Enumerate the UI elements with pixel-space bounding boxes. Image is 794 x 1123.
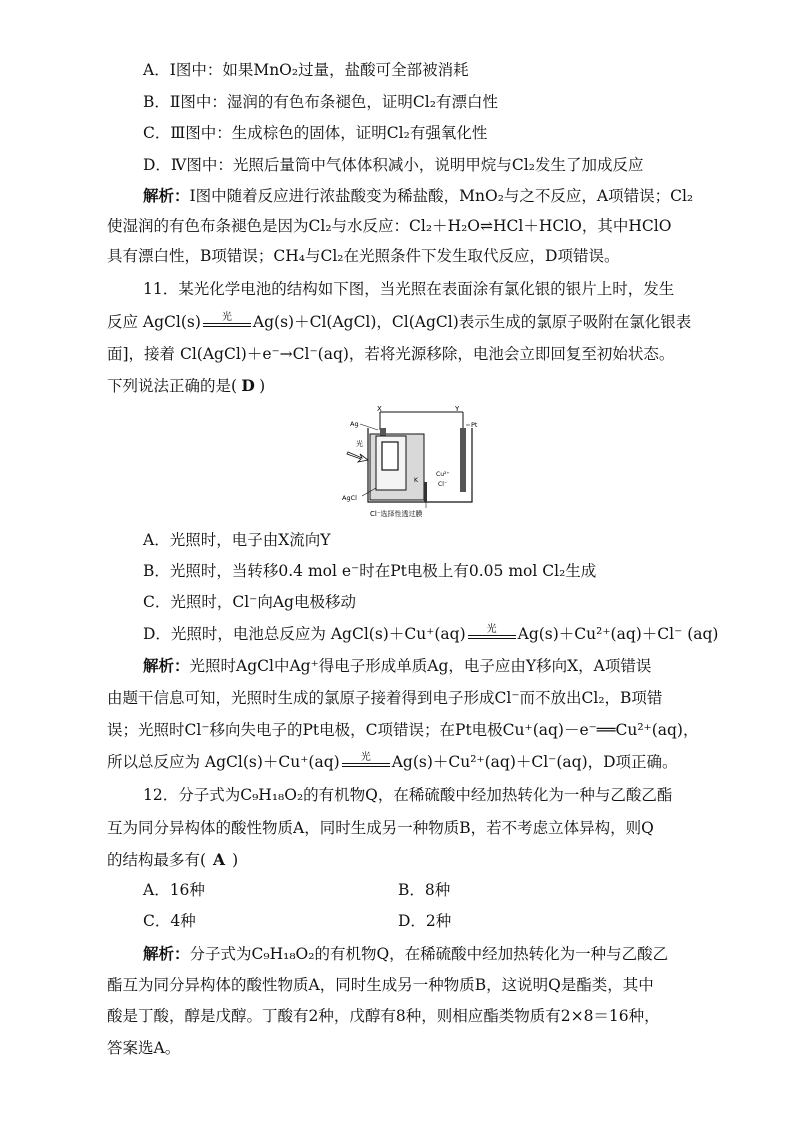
q12-answer: A (213, 850, 226, 869)
q11-option-d-right: Ag(s)＋Cu²⁺(aq)＋Cl⁻ (aq) (517, 625, 719, 643)
q11-stem-line-2 (107, 312, 691, 332)
q11-option-d (143, 624, 718, 644)
q12-stem-prompt: 的结构最多有( (107, 851, 207, 869)
q11-option-a: A．光照时，电子由X流向Y (143, 531, 331, 549)
photochemical-cell-diagram (340, 402, 480, 520)
q11-stem-close: ) (259, 377, 266, 395)
q10-analysis-label: 解析： (143, 186, 190, 205)
q12-stem-line-2: 互为同分异构体的酸性物质A，同时生成另一种物质B，若不考虑立体异构，则Q (107, 819, 654, 837)
q11-analysis-line-3: 误；光照时Cl⁻移向失电子的Pt电极，C项错误；在Pt电极Cu⁺(aq)－e⁻══Cu²⁺(aq)， (107, 721, 699, 739)
q12-analysis-line-1 (143, 944, 668, 964)
q11-analysis-line-4 (107, 752, 678, 772)
q11-stem-prompt: 下列说法正确的是( (107, 377, 238, 395)
light-arrow-3 (342, 752, 390, 772)
q10-option-b: B．Ⅱ图中：湿润的有色布条褪色，证明Cl₂有漂白性 (143, 93, 498, 111)
q12-analysis-line-4: 答案选A。 (107, 1039, 181, 1057)
q11-stem-line-1: 11．某光化学电池的结构如下图，当光照在表面涂有氯化银的银片上时，发生 (143, 280, 675, 298)
light-arrow-2-label: 光 (486, 624, 497, 635)
q12-stem-line-3 (107, 850, 238, 870)
q11-stem-line-3: 面]，接着 Cl(AgCl)＋e⁻→Cl⁻(aq)，若将光源移除，电池会立即回复至初始状态。 (107, 345, 675, 363)
q10-analysis-line-3: 具有漂白性，B项错误；CH₄与Cl₂在光照条件下发生取代反应，D项错误。 (107, 247, 620, 265)
q10-option-a: A．Ⅰ图中：如果MnO₂过量，盐酸可全部被消耗 (143, 61, 469, 79)
q11-option-b: B．光照时，当转移0.4 mol e⁻时在Pt电极上有0.05 mol Cl₂生成 (143, 562, 597, 580)
light-arrow-3-label: 光 (360, 752, 371, 763)
label-k: K (414, 477, 418, 484)
q12-option-d: D．2种 (398, 912, 452, 930)
light-arrow-label: 光 (221, 312, 232, 323)
label-ag: Ag (350, 420, 359, 428)
q10-analysis-line-2: 使湿润的有色布条褪色是因为Cl₂与水反应：Cl₂＋H₂O⇌HCl＋HClO，其中HClO (107, 217, 672, 235)
q11-answer: D (241, 376, 255, 395)
light-arrow-2 (468, 624, 516, 644)
q10-analysis-line-1 (143, 186, 693, 206)
label-agcl: AgCl (342, 494, 357, 502)
label-light: 光 (356, 440, 363, 448)
label-x: X (377, 405, 382, 413)
q11-stem-line-4 (107, 376, 265, 396)
q11-analysis-text-1: 光照时AgCl中Ag⁺得电子形成单质Ag，电子应由Y移向X，A项错误 (189, 657, 652, 675)
q12-analysis-line-3: 酸是丁酸，醇是戊醇。丁酸有2种，戊醇有8种，则相应酯类物质有2×8＝16种， (107, 1007, 660, 1025)
q12-option-c: C．4种 (143, 912, 196, 930)
q10-option-c: C．Ⅲ图中：生成棕色的固体，证明Cl₂有强氧化性 (143, 124, 488, 142)
q11-reaction-right: Ag(s)＋Cl(AgCl)，Cl(AgCl)表示生成的氯原子吸附在氯化银表 (252, 313, 692, 331)
q11-option-c: C．光照时，Cl⁻向Ag电极移动 (143, 593, 356, 611)
q11-analysis-eq-left: 所以总反应为 AgCl(s)＋Cu⁺(aq) (107, 753, 340, 771)
q12-analysis-line-2: 酯互为同分异构体的酸性物质A，同时生成另一种物质B，这说明Q是酯类，其中 (107, 976, 654, 994)
label-membrane: Cl⁻选择性透过膜 (370, 510, 423, 518)
q12-stem-close: ) (232, 851, 239, 869)
q11-reaction-left: 反应 AgCl(s) (107, 313, 201, 331)
label-pt: Pt (471, 421, 478, 429)
q11-analysis-label: 解析： (143, 656, 190, 675)
q10-option-d: D．Ⅳ图中：光照后量筒中气体体积减小，说明甲烷与Cl₂发生了加成反应 (143, 156, 644, 174)
q11-analysis-eq-right: Ag(s)＋Cu²⁺(aq)＋Cl⁻(aq)，D项正确。 (391, 753, 678, 771)
light-arrow (203, 312, 251, 332)
q12-analysis-text-1: 分子式为C₉H₁₈O₂的有机物Q，在稀硫酸中经加热转化为一种与乙酸乙 (189, 945, 669, 963)
q12-option-a: A．16种 (143, 881, 205, 899)
q12-stem-line-1: 12．分子式为C₉H₁₈O₂的有机物Q，在稀硫酸中经加热转化为一种与乙酸乙酯 (143, 786, 673, 804)
q11-analysis-line-1 (143, 656, 651, 676)
light-arrow-icon (347, 452, 368, 462)
q12-analysis-label: 解析： (143, 944, 190, 963)
q11-analysis-line-2: 由题干信息可知，光照时生成的氯原子接着得到电子形成Cl⁻而不放出Cl₂，B项错 (107, 689, 663, 707)
label-cu2: Cu²⁺ (436, 471, 450, 478)
q12-option-b: B．8种 (398, 881, 451, 899)
label-cl: Cl⁻ (438, 481, 448, 488)
q10-analysis-text-1: Ⅰ图中随着反应进行浓盐酸变为稀盐酸，MnO₂与之不反应，A项错误；Cl₂ (189, 187, 694, 205)
label-y: Y (455, 405, 460, 413)
q11-option-d-left: D．光照时，电池总反应为 AgCl(s)＋Cu⁺(aq) (143, 625, 466, 643)
